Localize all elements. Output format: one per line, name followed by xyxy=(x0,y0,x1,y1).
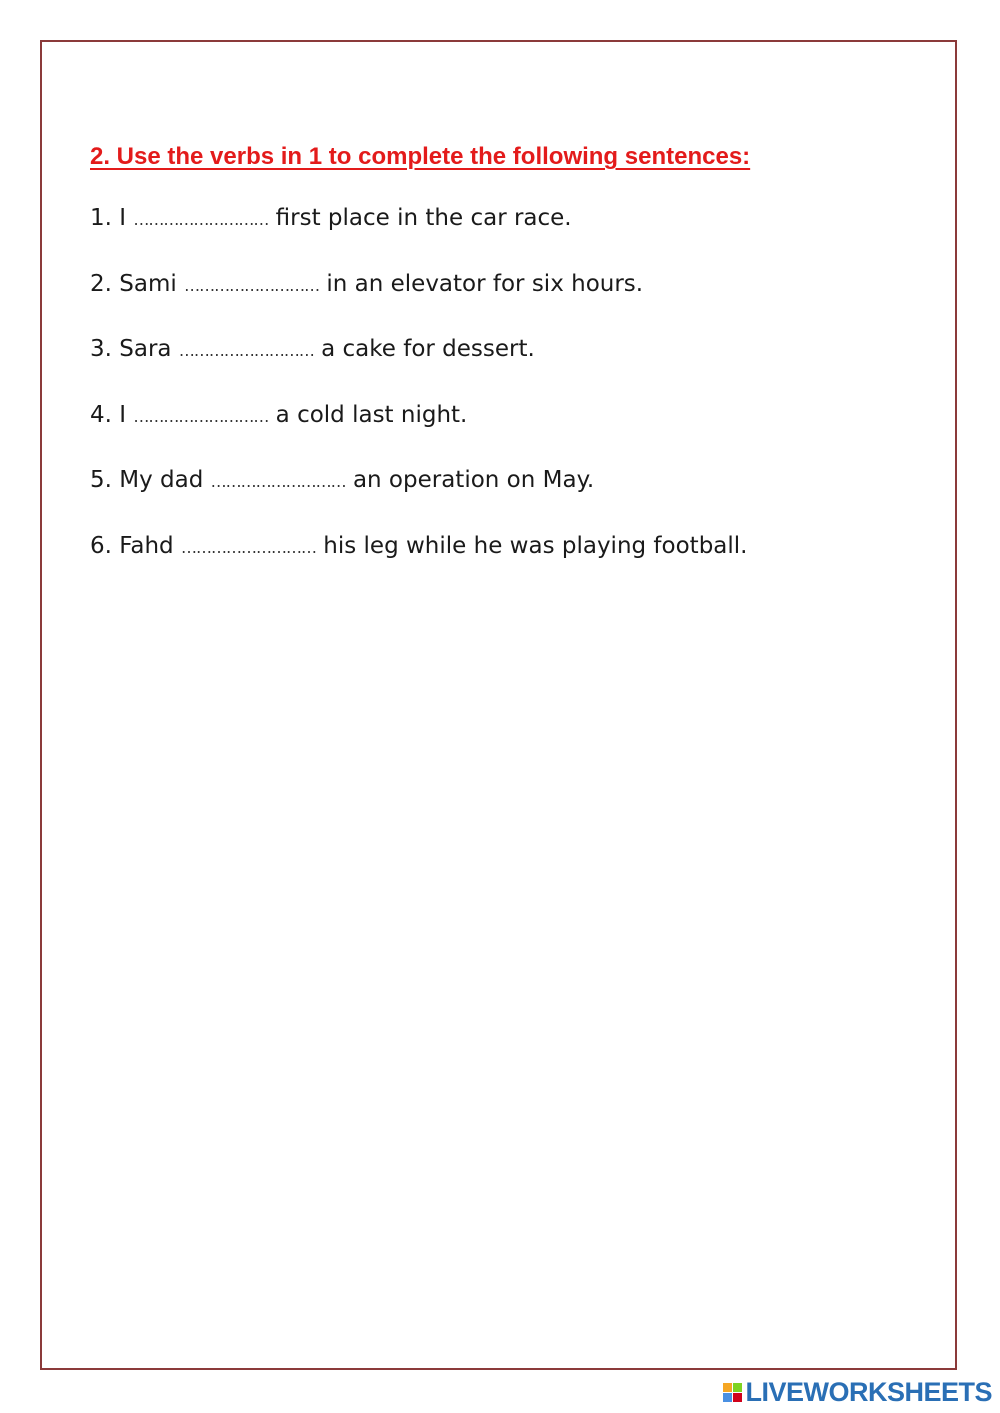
sentence-start: 4. I xyxy=(90,401,134,428)
answer-blank[interactable]: ……………………… xyxy=(133,406,269,426)
sentence-start: 3. Sara xyxy=(90,336,179,362)
sentence-end: in an elevator for six hours. xyxy=(319,270,644,297)
sentence-2 xyxy=(90,266,747,332)
sentence-3 xyxy=(90,331,747,397)
answer-blank[interactable]: ……………………… xyxy=(180,537,316,557)
sentence-4 xyxy=(90,397,747,463)
instruction-heading: 2. Use the verbs in 1 to complete the following sentences: xyxy=(90,143,751,170)
sentence-6 xyxy=(90,528,747,594)
answer-blank[interactable]: ……………………… xyxy=(133,210,269,229)
watermark-text: LIVEWORKSHEETS xyxy=(745,1376,992,1407)
sentence-end: first place in the car race. xyxy=(268,205,572,231)
sentence-start: 1. I xyxy=(90,205,134,231)
sentence-5 xyxy=(90,462,747,528)
answer-blank[interactable]: ……………………… xyxy=(184,275,320,295)
sentence-end: a cake for dessert. xyxy=(313,336,535,362)
sentence-end: an operation on May. xyxy=(345,467,595,493)
sentence-list xyxy=(90,200,747,593)
answer-blank[interactable]: ……………………… xyxy=(178,341,314,360)
liveworksheets-logo-icon xyxy=(723,1383,742,1402)
sentence-start: 6. Fahd xyxy=(90,532,181,559)
sentence-end: his leg while he was playing football. xyxy=(315,532,748,559)
sentence-start: 5. My dad xyxy=(90,467,211,493)
watermark xyxy=(723,1375,992,1409)
sentence-end: a cold last night. xyxy=(268,401,468,428)
answer-blank[interactable]: ……………………… xyxy=(210,472,346,491)
sentence-start: 2. Sami xyxy=(90,270,185,297)
sentence-1 xyxy=(90,200,747,266)
